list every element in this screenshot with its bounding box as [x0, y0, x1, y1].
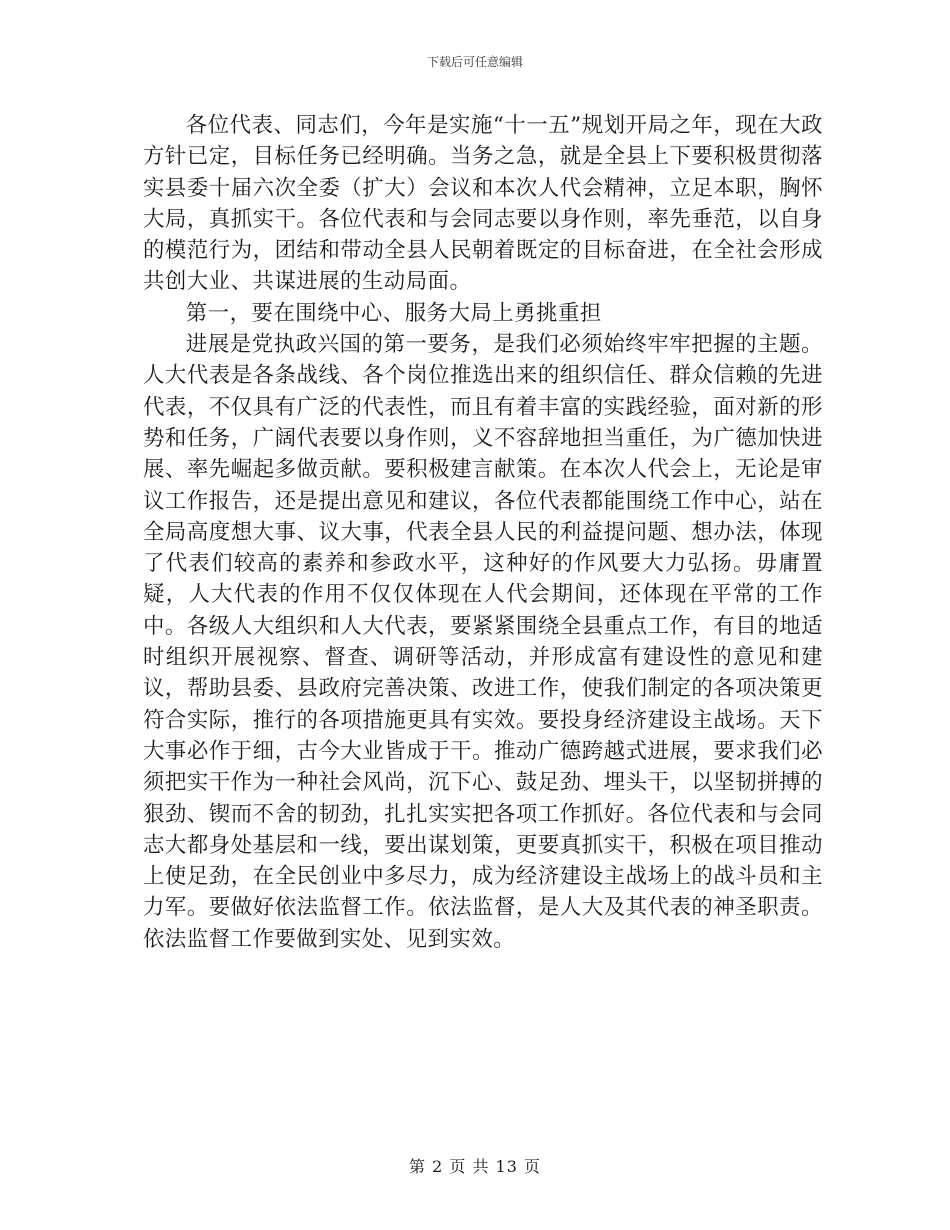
document-body	[143, 110, 823, 955]
body-paragraph: 进展是党执政兴国的第一要务，是我们必须始终牢牢把握的主题。人大代表是各条战线、各个岗位推选出来的组织信任、群众信赖的先进代表，不仅具有广泛的代表性，而且有着丰富的实践经验，面对新的形势和任务，广阔代表要以身作则，义不容辞地担当重任，为广德加快进展、率先崛起多做贡献。要积极建言献策。在本次人代会上，无论是审议工作报告，还是提出意见和建议，各位代表都能围绕工作中心，站在全局高度想大事、议大事，代表全县人民的利益提问题、想办法，体现了代表们较高的素养和参政水平，这种好的作风要大力弘扬。毋庸置疑，人大代表的作用不仅仅体现在人代会期间，还体现在平常的工作中。各级人大组织和人大代表，要紧紧围绕全县重点工作，有目的地适时组织开展视察、督查、调研等活动，并形成富有建设性的意见和建议，帮助县委、县政府完善决策、改进工作，使我们制定的各项决策更符合实际，推行的各项措施更具有实效。要投身经济建设主战场。天下大事必作于细，古今大业皆成于干。推动广德跨越式进展，要求我们必须把实干作为一种社会风尚，沉下心、鼓足劲、埋头干，以坚韧拼搏的狠劲、锲而不舍的韧劲，扎扎实实把各项工作抓好。各位代表和与会同志大都身处基层和一线，要出谋划策，更要真抓实干，积极在项目推动上使足劲，在全民创业中多尽力，成为经济建设主战场上的战斗员和主力军。要做好依法监督工作。依法监督，是人大及其代表的神圣职责。依法监督工作要做到实处、见到实效。	[143, 332, 823, 952]
body-paragraph: 各位代表、同志们，今年是实施“十一五”规划开局之年，现在大政方针已定，目标任务已经明确。当务之急，就是全县上下要积极贯彻落实县委十届六次全委（扩大）会议和本次人代会精神，立足本职，胸怀大局，真抓实干。各位代表和与会同志要以身作则，率先垂范，以自身的模范行为，团结和带动全县人民朝着既定的目标奋进，在全社会形成共创大业、共谋进展的生动局面。	[143, 113, 823, 295]
page-number-footer: 第 2 页 共 13 页	[409, 1157, 541, 1176]
page-header: 下载后可任意编辑	[426, 55, 523, 69]
section-heading: 第一，要在围绕中心、服务大局上勇挑重担	[185, 300, 602, 326]
